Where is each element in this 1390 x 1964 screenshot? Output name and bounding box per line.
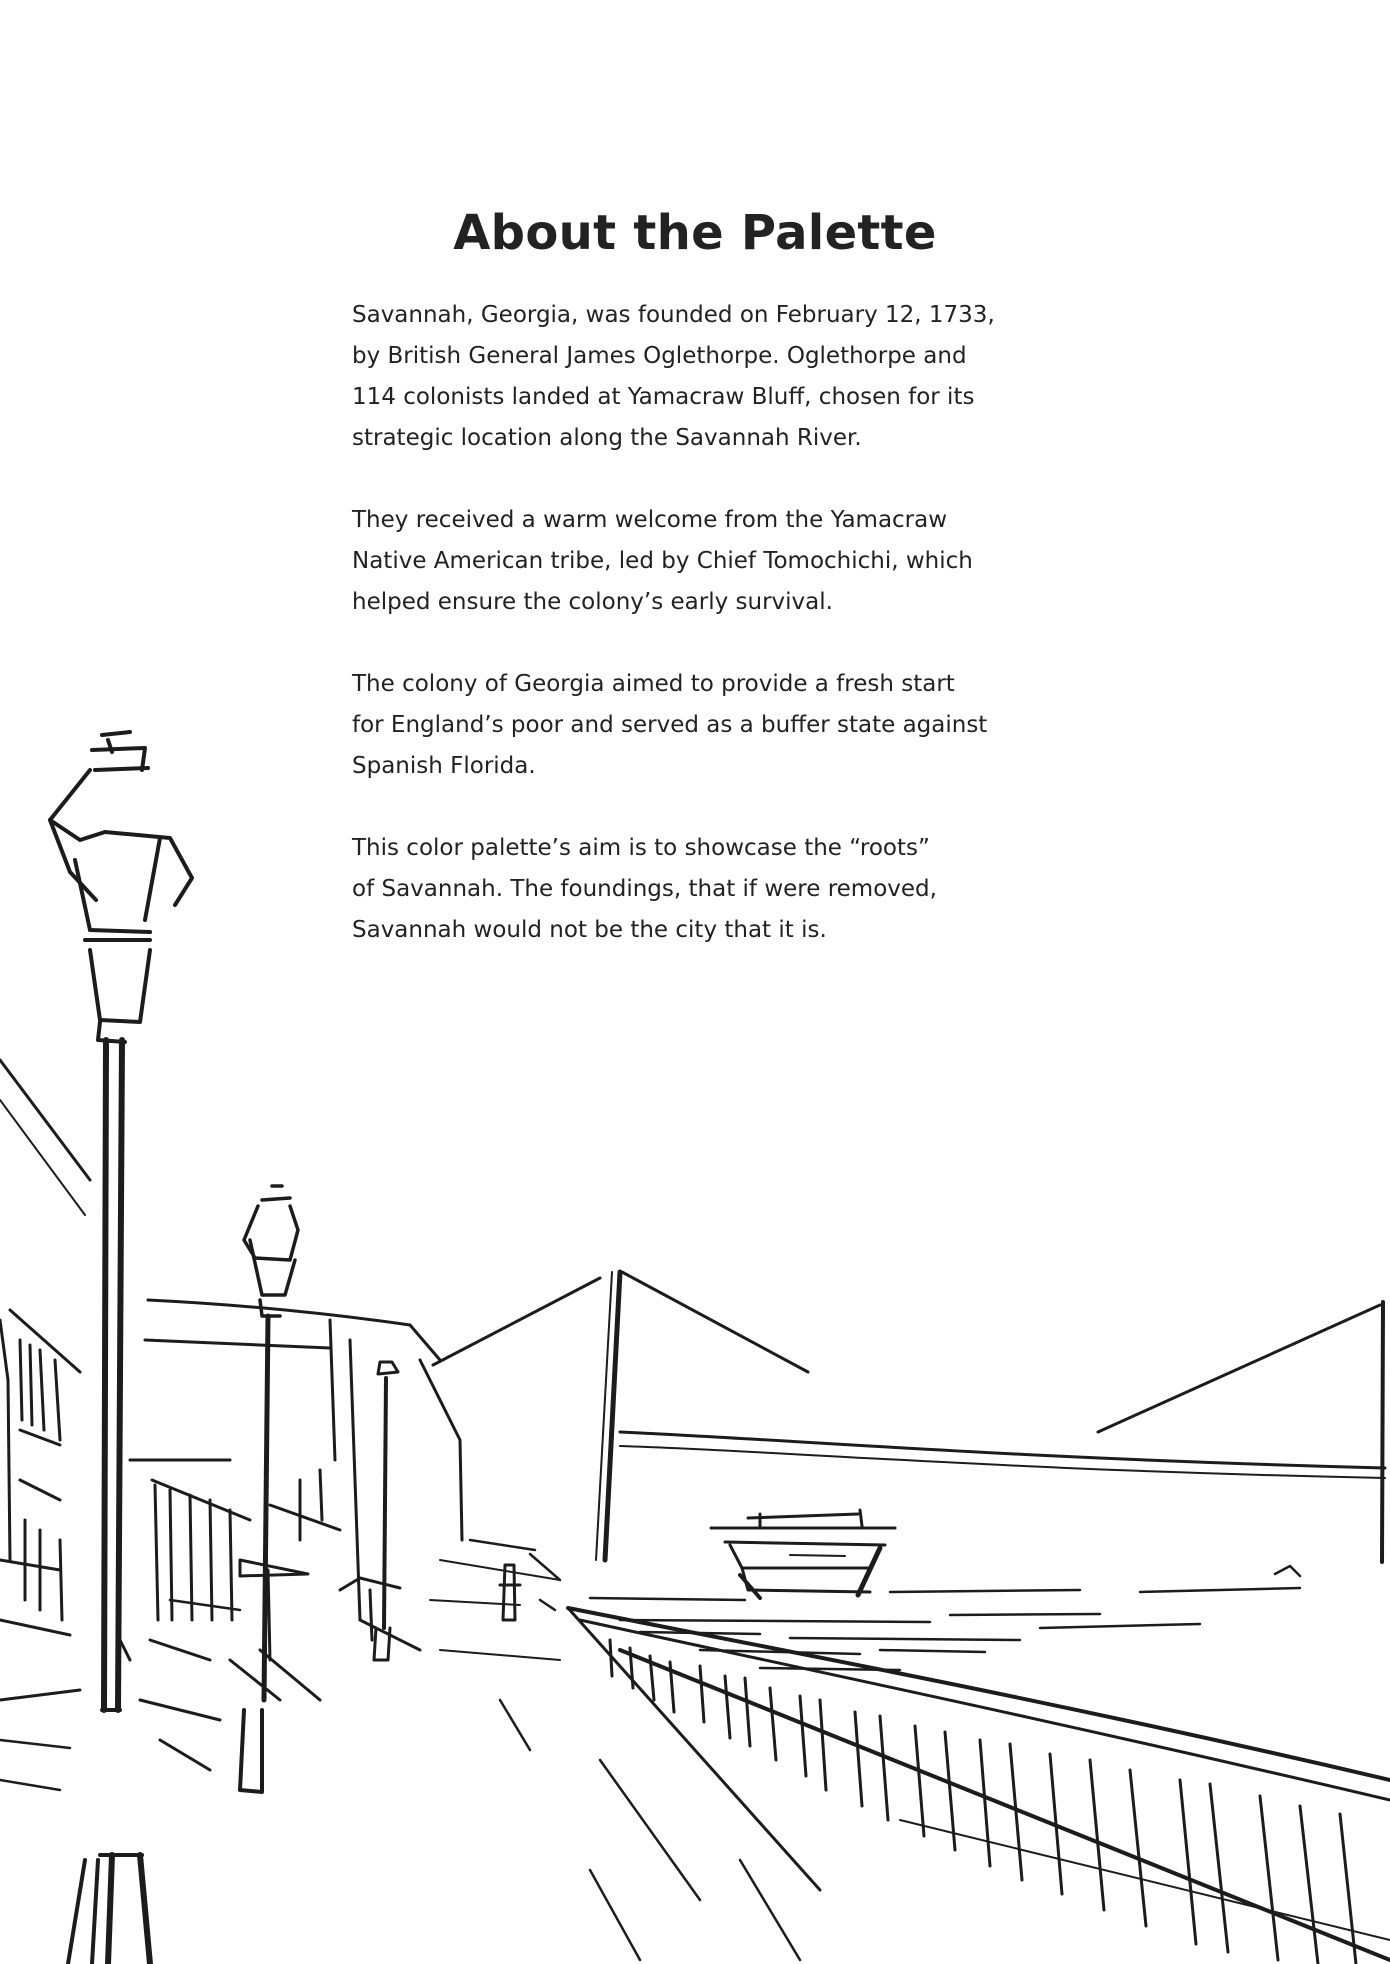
mid-lamp-post: [240, 1186, 298, 1792]
paragraph-palette-aim: This color palette’s aim is to showcase the “roots” of Savannah. The foundings, that if were removed, Savannah would not be the city that it is.: [352, 835, 937, 943]
railing-drawing: [568, 1608, 1390, 1960]
small-lamp-post: [374, 1362, 398, 1660]
paragraph-welcome: They received a warm welcome from the Yamacraw Native American tribe, led by Chief Tomochichi, which helped ensure the colony’s early survival.: [352, 507, 973, 615]
large-lamp-post: [50, 732, 192, 1964]
paragraph-founding: Savannah, Georgia, was founded on February 12, 1733, by British General James Oglethorpe. Oglethorpe and 114 colonists landed at Yamacraw Bluff, chosen for its strategic location along the Savannah River.: [352, 302, 995, 451]
paragraph-colony: The colony of Georgia aimed to provide a fresh start for England’s poor and served as a buffer state against Spanish Florida.: [352, 671, 988, 779]
buildings-drawing: [0, 1060, 462, 1770]
savannah-riverfront-illustration: [0, 700, 1390, 1964]
ship-drawing: [711, 1510, 895, 1598]
promenade-lines: [470, 1540, 800, 1960]
page-title: About the Palette: [453, 205, 937, 261]
water-lines: [590, 1566, 1300, 1670]
distant-street-lines: [430, 1560, 560, 1660]
bridge-drawing: [433, 1272, 1385, 1562]
